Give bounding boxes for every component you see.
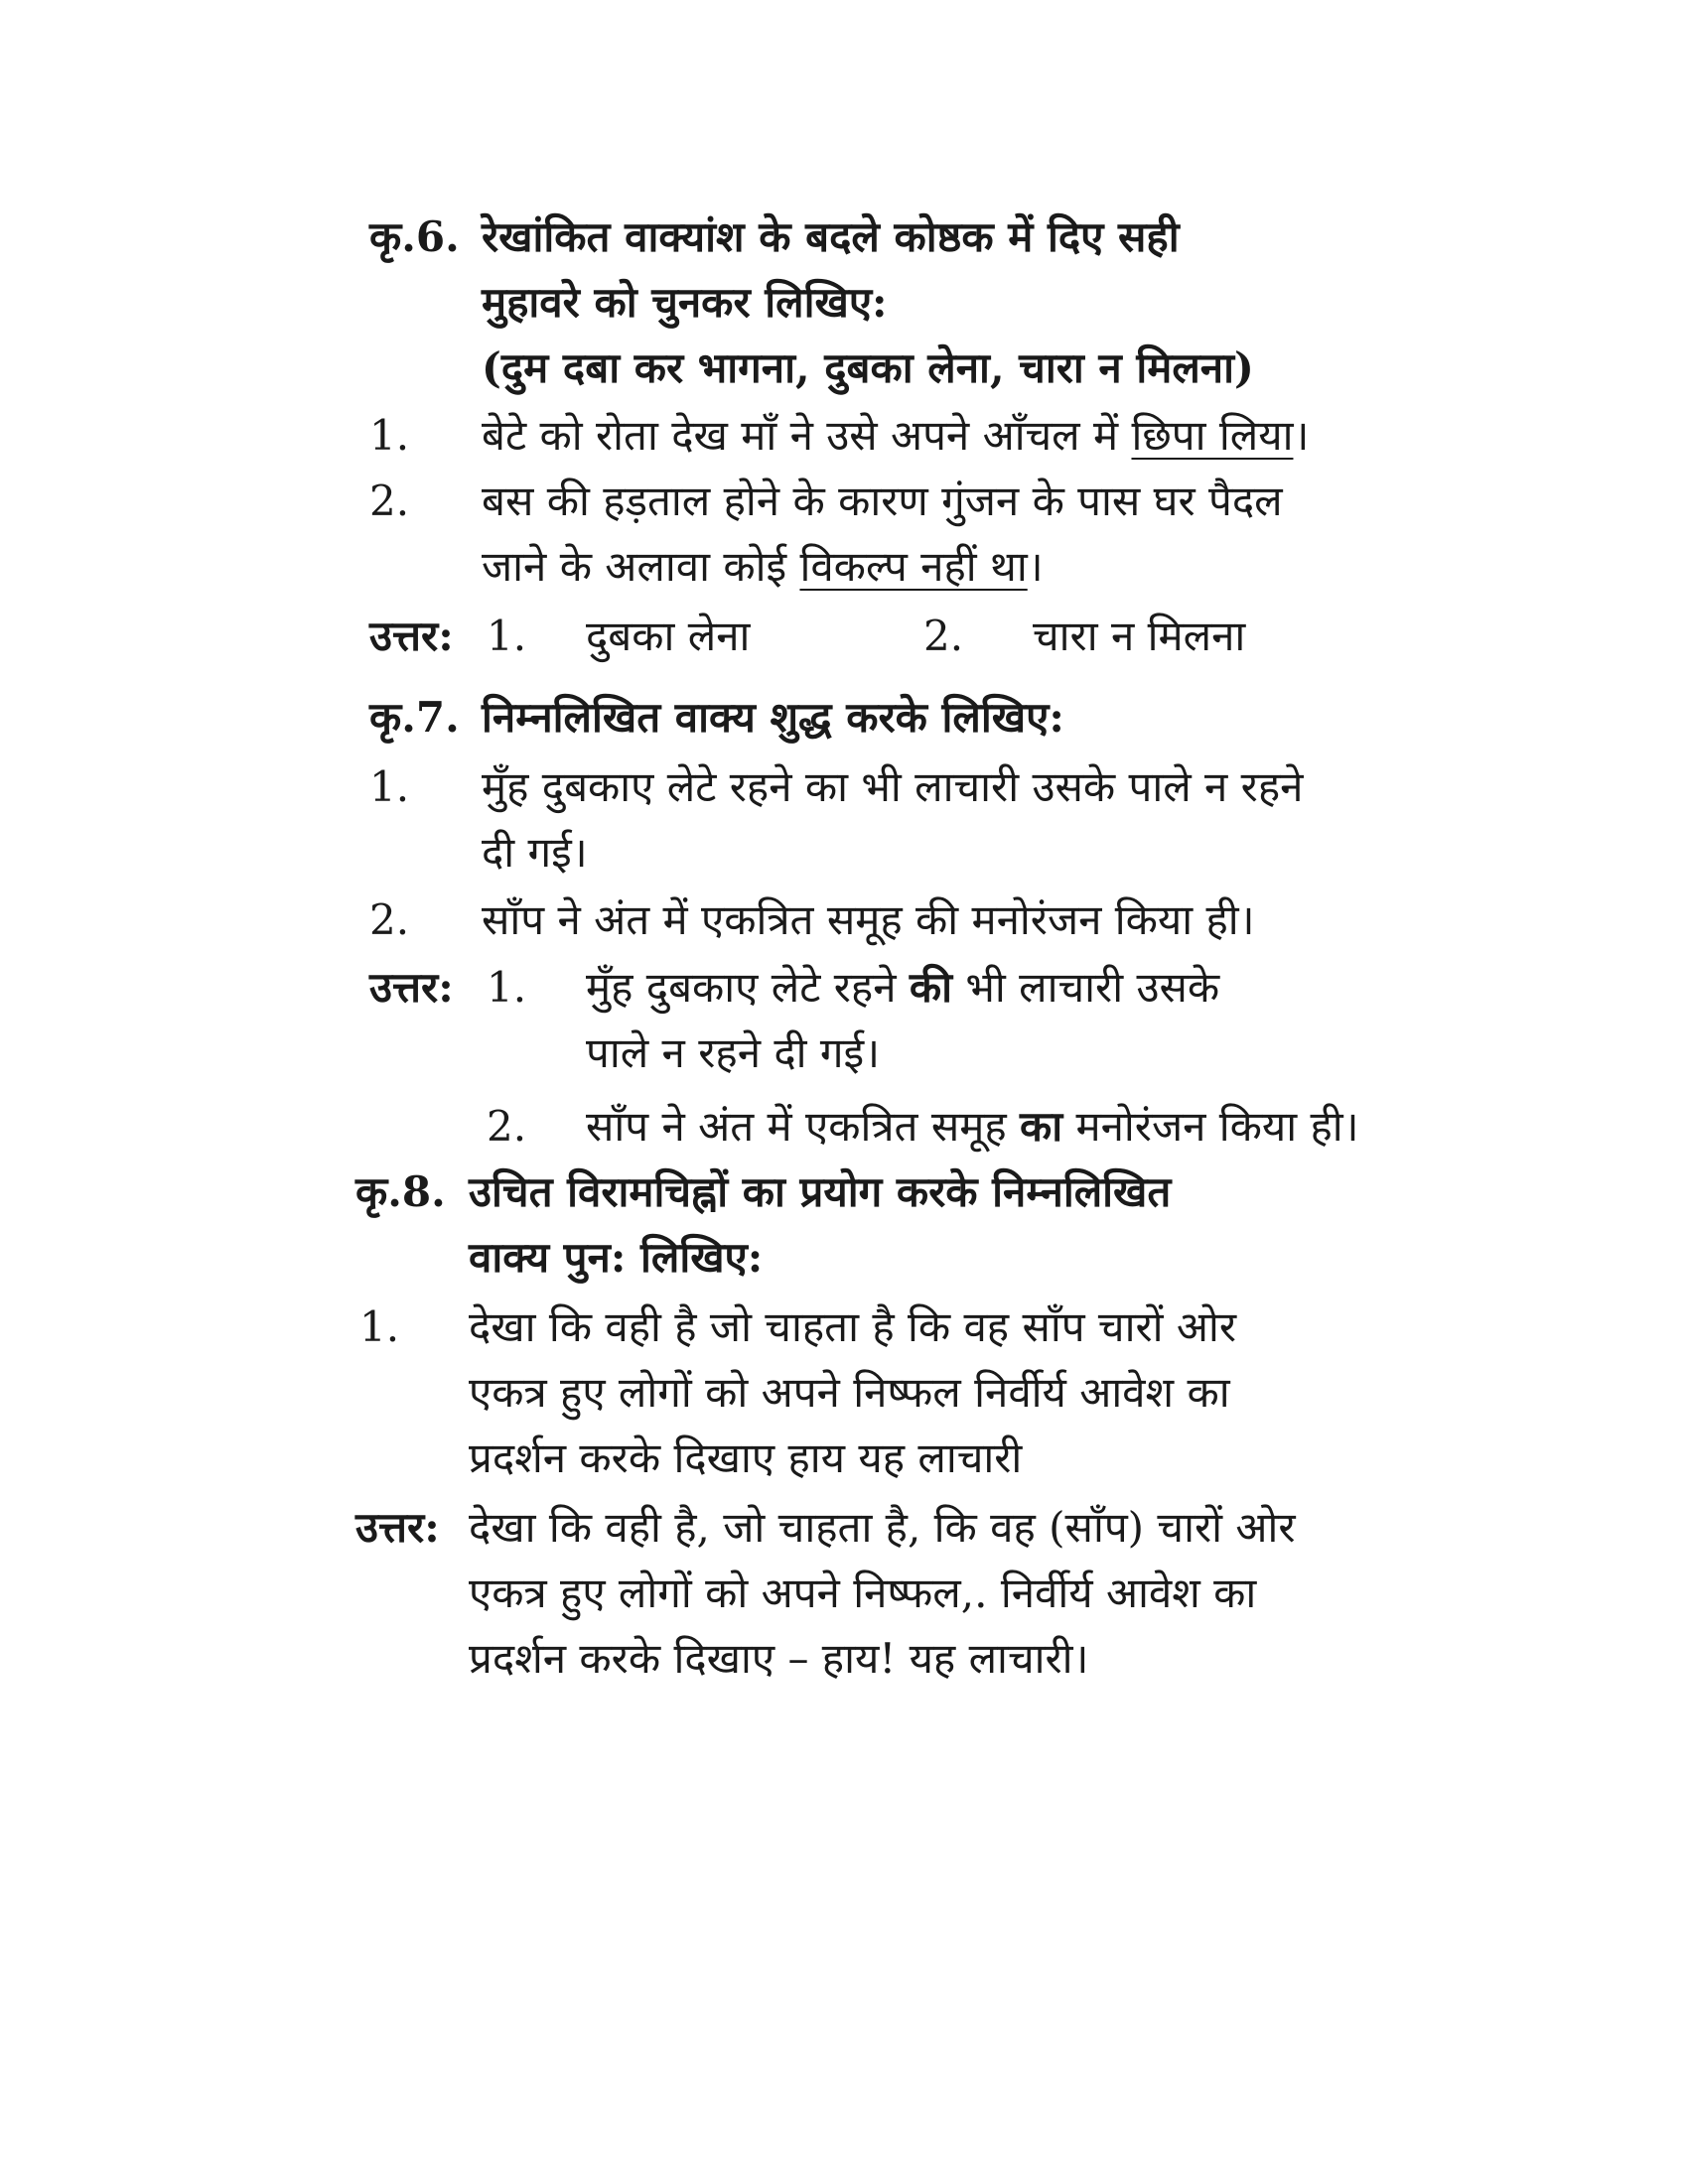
q8-answer-line1: देखा कि वही है, जो चाहता है, कि वह (साँप) चारों ओर	[469, 1503, 1296, 1552]
q8-item1-line2: एकत्र हुए लोगों को अपने निष्फल निर्वीर्य आवेश का	[469, 1368, 1230, 1417]
q6-item2-line1: बस की हड़ताल होने के कारण गुंजन के पास घर पैदल	[482, 477, 1283, 525]
q6-label: कृ.6.	[369, 212, 460, 261]
q6-answer2-number: 2.	[923, 612, 964, 660]
q8-answer-line2: एकत्र हुए लोगों को अपने निष्फल,. निर्वीर्य आवेश का	[469, 1569, 1257, 1617]
q7-label: कृ.7.	[369, 693, 460, 742]
q8-title-line1: उचित विरामचिह्नों का प्रयोग करके निम्नलिखित	[469, 1167, 1172, 1216]
q6-item2-number: 2.	[369, 477, 410, 525]
q6-answer2-text: चारा न मिलना	[1033, 612, 1246, 660]
q6-item2-underlined-phrase: विकल्प नहीं था	[799, 542, 1028, 591]
q8-item1-line1: देखा कि वही है जो चाहता है कि वह साँप चारों ओर	[469, 1302, 1237, 1351]
q6-item1-underlined-phrase: छिपा लिया	[1131, 411, 1294, 460]
q7-item1-line2: दी गई।	[482, 828, 588, 877]
q7-answer1-line2: पाले न रहने दी गई।	[586, 1028, 881, 1077]
q8-answer-label: उत्तर:	[355, 1503, 440, 1552]
q6-options: (दुम दबा कर भागना, दुबका लेना, चारा न मिलना)	[482, 343, 1254, 392]
q7-item2-number: 2.	[369, 895, 410, 944]
q8-item1-line3: प्रदर्शन करके दिखाए हाय यह लाचारी	[469, 1433, 1023, 1482]
q6-answer-label: उत्तर:	[369, 612, 454, 660]
q7-item2-line1: साँप ने अंत में एकत्रित समूह की मनोरंजन किया ही।	[482, 895, 1255, 944]
q6-answer1-text: दुबका लेना	[586, 612, 751, 660]
q8-title-line2: वाक्य पुन: लिखिए:	[469, 1233, 764, 1282]
q7-answer1-number: 1.	[487, 963, 527, 1012]
q6-item2-line2: जाने के अलावा कोई विकल्प नहीं था।	[482, 542, 1044, 591]
q7-item1-number: 1.	[369, 762, 410, 811]
q7-answer1-corrected-word: की	[909, 963, 953, 1012]
q7-answer-label: उत्तर:	[369, 963, 454, 1012]
q7-title: निम्नलिखित वाक्य शुद्ध करके लिखिए:	[482, 693, 1064, 742]
q7-answer1-line1: मुँह दुबकाए लेटे रहने की भी लाचारी उसके	[586, 963, 1220, 1012]
q8-label: कृ.8.	[355, 1167, 446, 1216]
q6-title-line2: मुहावरे को चुनकर लिखिए:	[482, 278, 888, 327]
q7-answer2-number: 2.	[487, 1102, 527, 1151]
q6-item1-text: बेटे को रोता देख माँ ने उसे अपने आँचल में छिपा लिया।	[482, 411, 1310, 460]
q6-item1-number: 1.	[369, 411, 410, 460]
q7-answer2-corrected-word: का	[1019, 1102, 1063, 1151]
q8-item1-number: 1.	[359, 1302, 400, 1351]
q7-answer2-line1: साँप ने अंत में एकत्रित समूह का मनोरंजन किया ही।	[586, 1102, 1359, 1151]
q7-item1-line1: मुँह दुबकाए लेटे रहने का भी लाचारी उसके पाले न रहने	[482, 762, 1304, 811]
q8-answer-line3: प्रदर्शन करके दिखाए – हाय! यह लाचारी।	[469, 1634, 1089, 1683]
q6-answer1-number: 1.	[487, 612, 527, 660]
q6-title-line1: रेखांकित वाक्यांश के बदले कोष्ठक में दिए सही	[482, 212, 1180, 261]
